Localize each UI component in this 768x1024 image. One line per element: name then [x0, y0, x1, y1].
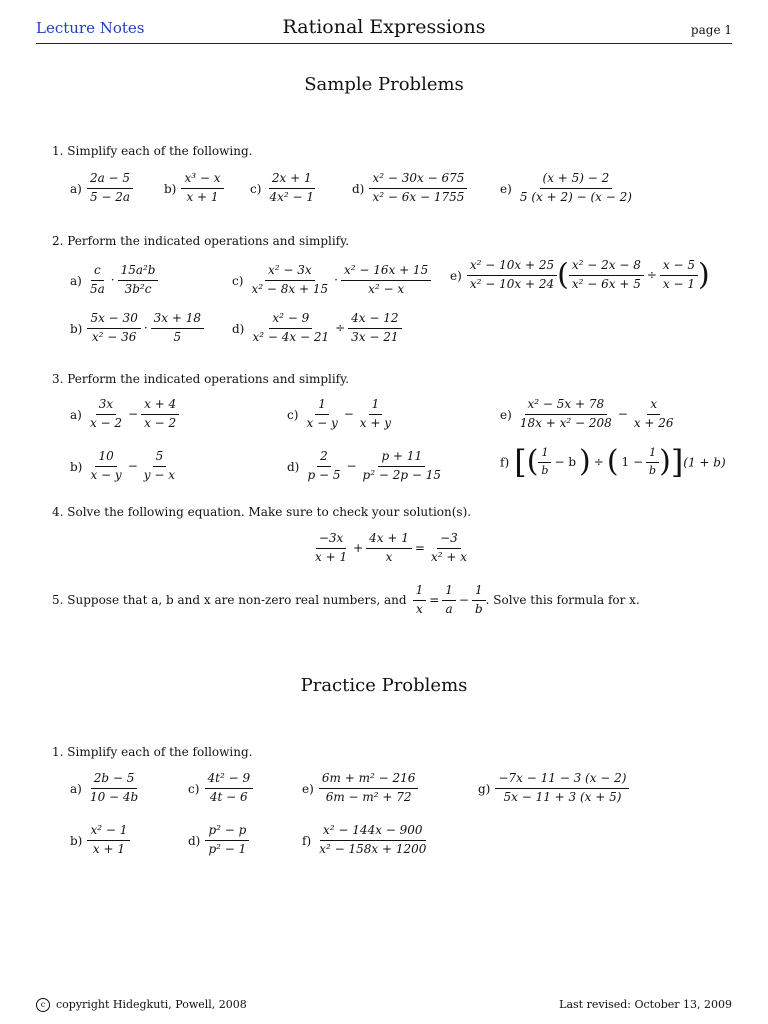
- sample-4-equation: $\frac{-3x}{x + 1}$ + $\frac{4x + 1}{x}$ = $\frac{-3}{\text{x² + x}}$: [315, 531, 467, 564]
- section-title-practice: Practice Problems: [300, 675, 468, 696]
- sample-problem-4-instruction: 4. Solve the following equation. Make sure to check your solution(s).: [52, 505, 472, 519]
- sample-problem-5-text-end: . Solve this formula for x.: [485, 593, 640, 608]
- copyright-icon: c: [36, 998, 50, 1012]
- sample-2e: e) $\frac{\text{x² − 10x + 25}}{\text{x² − 10x + 24}}$ ( $\frac{\text{x² − 2x − 8}}{\text{x² − 6x + 5}}$ ÷ $\frac{x - 5}{x - 1}$ ): [450, 257, 710, 293]
- sample-1d: d) $\frac{\text{x² − 30x − 675}}{\text{x² − 6x − 1755}}$: [352, 172, 467, 205]
- sample-problem-5: [52, 584, 640, 617]
- practice-1c: c) $\frac{\text{4t² − 9}}{4t - 6}$: [188, 772, 253, 805]
- sample-2b: b) $\frac{5x - 30}{\text{x² − 36}}$ · $\frac{3x + 18}{5}$: [70, 312, 204, 345]
- sample-problem-2-instruction: 2. Perform the indicated operations and simplify.: [52, 234, 350, 248]
- sample-1c: c) $\frac{2x + 1}{\text{4x² − 1}}$: [250, 171, 315, 204]
- sample-problem-5-text-start: 5. Suppose that a, b and x are non-zero real numbers, and: [52, 593, 407, 608]
- sample-3e: e) $\frac{\text{x² − 5x + 78}}{\text{18x + x² − 208}}$ − $\frac{x}{x + 26}$: [500, 397, 674, 430]
- header-course-label: Lecture Notes: [36, 19, 145, 37]
- sample-2d: d) $\frac{\text{x² − 9}}{\text{x² − 4x − 21}}$ ÷ $\frac{4x - 12}{3x - 21}$: [232, 312, 402, 345]
- sample-3f: f) [( $\frac{1}{b}$ − b ) ÷ ( 1 − $\frac{1}{b}$ )](1 + b): [500, 443, 726, 481]
- page-number: page 1: [690, 23, 732, 37]
- sample-2c: c) $\frac{\text{x² − 3x}}{\text{x² − 8x + 15}}$ · $\frac{\text{x² − 16x + 15}}{\text{x² − x}}$: [232, 264, 431, 297]
- sample-3a: a) $\frac{3x}{x - 2}$ − $\frac{x + 4}{x - 2}$: [70, 398, 179, 431]
- practice-1a: a) $\frac{2b - 5}{10 - 4b}$: [70, 771, 139, 804]
- sample-1e: e) $\frac{(x + 5) - 2}{5 (x + 2) - (x - 2)}$: [500, 171, 632, 204]
- practice-1d: d) $\frac{\text{p² − p}}{\text{p² − 1}}$: [188, 824, 249, 857]
- sample-1b: b) $\frac{\text{x³ − x}}{x + 1}$: [164, 172, 224, 205]
- practice-1b: b) $\frac{\text{x² − 1}}{x + 1}$: [70, 824, 130, 857]
- practice-1g: g) $\frac{-7x - 11 - 3 (x - 2)}{5x - 11 + 3 (x + 5)}$: [478, 772, 629, 805]
- sample-problem-1-instruction: 1. Simplify each of the following.: [52, 144, 253, 158]
- sample-1a: a) $\frac{2a - 5}{5 - 2a}$: [70, 172, 133, 205]
- footer-revision-date: Last revised: October 13, 2009: [559, 998, 732, 1011]
- document-title: Rational Expressions: [282, 16, 486, 38]
- sample-3d: d) $\frac{2}{p - 5}$ − $\frac{p + 11}{\text{p² − 2p − 15}}$: [287, 449, 441, 482]
- sample-3b: b) $\frac{10}{x - y}$ − $\frac{5}{y - x}$: [70, 449, 175, 482]
- sample-2a: a) $\frac{c}{5a}$ · $\frac{\text{15a²b}}{\text{3b²c}}$: [70, 264, 158, 297]
- sample-3c: c) $\frac{1}{x - y}$ − $\frac{1}{x + y}$: [287, 397, 392, 430]
- sample-problem-5-formula: $\frac{1}{x}$ = $\frac{1}{a}$ − $\frac{1}{b}$: [413, 584, 486, 617]
- header-divider: [36, 43, 732, 44]
- practice-1f: f) $\frac{\text{x² − 144x − 900}}{\text{x² − 158x + 1200}}$: [302, 823, 427, 856]
- section-title-sample: Sample Problems: [304, 74, 464, 95]
- practice-1e: e) $\frac{\text{6m + m² − 216}}{\text{6m − m² + 72}}$: [302, 772, 418, 805]
- footer-copyright: [36, 998, 247, 1012]
- practice-problem-1-instruction: 1. Simplify each of the following.: [52, 745, 253, 759]
- footer-copyright-text: copyright Hidegkuti, Powell, 2008: [56, 998, 247, 1011]
- sample-problem-3-instruction: 3. Perform the indicated operations and simplify.: [52, 372, 350, 386]
